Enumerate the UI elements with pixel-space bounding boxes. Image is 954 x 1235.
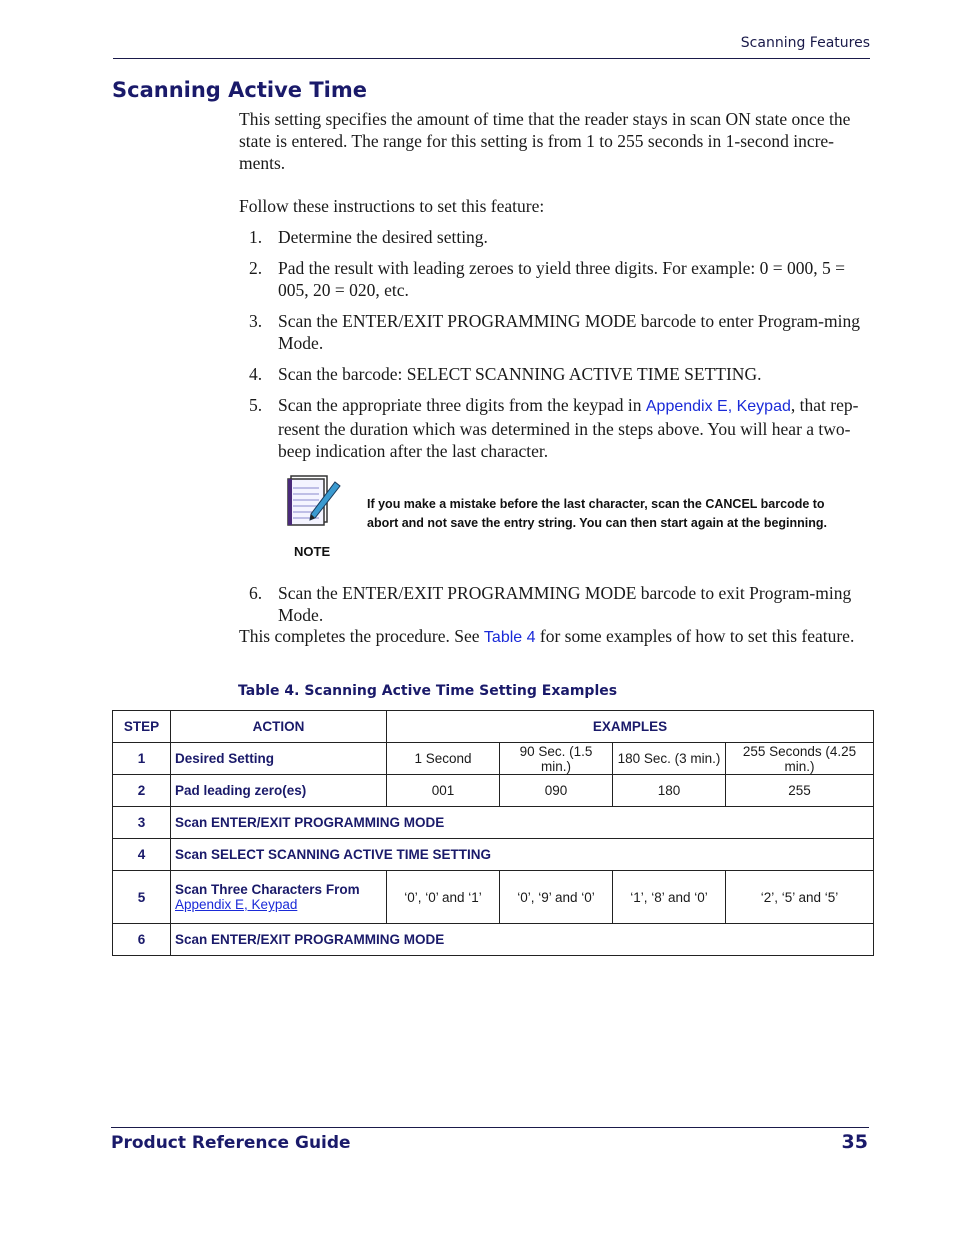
step-text: Scan the ENTER/EXIT PROGRAMMING MODE barcode to enter Program-ming Mode.	[278, 311, 860, 353]
table-row	[113, 839, 874, 871]
list-item	[249, 582, 871, 626]
list-item	[249, 394, 871, 462]
table-row	[113, 871, 874, 924]
step-number: 5.	[249, 395, 263, 415]
header-rule	[113, 58, 870, 59]
running-header: Scanning Features	[740, 35, 870, 51]
example-cell: 180	[613, 775, 726, 807]
step-text-before: Scan the appropriate three digits from the keypad in	[278, 395, 646, 415]
example-cell: 090	[500, 775, 613, 807]
intro-paragraph: This setting specifies the amount of time that the reader stays in scan ON state once the state is entered. The range for this setting is from 1 to 255 seconds in 1-second incre-ments.	[239, 109, 851, 173]
step-number: 6.	[249, 583, 263, 603]
table-row	[113, 924, 874, 956]
closing-paragraph	[239, 625, 871, 649]
notepad-pen-icon	[285, 470, 343, 530]
table-header-row	[113, 711, 874, 743]
section-title: Scanning Active Time	[112, 78, 367, 102]
list-item	[249, 226, 871, 248]
page-number: 35	[841, 1131, 868, 1153]
action-cell: Scan ENTER/EXIT PROGRAMMING MODE	[171, 924, 874, 956]
example-cell: ‘0’, ‘0’ and ‘1’	[387, 871, 500, 924]
action-text: Scan Three Characters From	[175, 882, 360, 897]
column-header-step: STEP	[113, 711, 171, 743]
table-row	[113, 807, 874, 839]
table-row	[113, 743, 874, 775]
footer-title: Product Reference Guide	[111, 1133, 351, 1153]
step-number: 1.	[249, 227, 263, 247]
step-cell: 4	[113, 839, 171, 871]
action-cell: Desired Setting	[171, 743, 387, 775]
example-cell: ‘2’, ‘5’ and ‘5’	[726, 871, 874, 924]
step-cell: 2	[113, 775, 171, 807]
note-label: NOTE	[294, 544, 331, 559]
action-cell: Scan SELECT SCANNING ACTIVE TIME SETTING	[171, 839, 874, 871]
appendix-e-keypad-link[interactable]: Appendix E, Keypad	[175, 897, 298, 912]
example-cell: ‘0’, ‘9’ and ‘0’	[500, 871, 613, 924]
appendix-e-keypad-link[interactable]: Appendix E, Keypad	[645, 398, 791, 415]
footer-rule	[111, 1127, 869, 1128]
list-item	[249, 310, 871, 354]
step-cell: 5	[113, 871, 171, 924]
example-cell: 255 Seconds (4.25 min.)	[726, 743, 874, 775]
step-text: Pad the result with leading zeroes to yield three digits. For example: 0 = 000, 5 = 005, 20 = 020, etc.	[278, 258, 845, 300]
step-number: 3.	[249, 311, 263, 331]
closing-before: This completes the procedure. See	[239, 626, 484, 646]
table-row	[113, 775, 874, 807]
closing-after: for some examples of how to set this feature.	[535, 626, 855, 646]
step-text: Determine the desired setting.	[278, 227, 488, 247]
steps-list	[249, 226, 871, 471]
table-caption: Table 4. Scanning Active Time Setting Examples	[238, 683, 618, 699]
action-cell: Scan ENTER/EXIT PROGRAMMING MODE	[171, 807, 874, 839]
step-number: 4.	[249, 364, 263, 384]
column-header-examples: EXAMPLES	[387, 711, 874, 743]
note-text: If you make a mistake before the last character, scan the CANCEL barcode to abort and not save the entry string. You can then start again at the beginning.	[367, 497, 828, 530]
step-cell: 3	[113, 807, 171, 839]
column-header-action: ACTION	[171, 711, 387, 743]
step-text: Scan the ENTER/EXIT PROGRAMMING MODE barcode to exit Program-ming Mode.	[278, 583, 852, 625]
example-cell: 1 Second	[387, 743, 500, 775]
example-cell: 90 Sec. (1.5 min.)	[500, 743, 613, 775]
step-text-after: , that rep-resent the duration which was determined in the steps above. You will hear a two-beep indication after the last character.	[278, 395, 859, 461]
example-cell: 180 Sec. (3 min.)	[613, 743, 726, 775]
step-number: 2.	[249, 258, 263, 278]
list-item	[249, 363, 871, 385]
list-item	[249, 257, 871, 301]
step-cell: 1	[113, 743, 171, 775]
follow-paragraph: Follow these instructions to set this feature:	[239, 196, 545, 216]
action-cell	[171, 871, 387, 924]
step-cell: 6	[113, 924, 171, 956]
step-text: Scan the barcode: SELECT SCANNING ACTIVE TIME SETTING.	[278, 364, 762, 384]
table-4-link[interactable]: Table 4	[483, 629, 536, 646]
examples-table	[112, 710, 874, 956]
action-cell: Pad leading zero(es)	[171, 775, 387, 807]
example-cell: 255	[726, 775, 874, 807]
example-cell: 001	[387, 775, 500, 807]
example-cell: ‘1’, ‘8’ and ‘0’	[613, 871, 726, 924]
